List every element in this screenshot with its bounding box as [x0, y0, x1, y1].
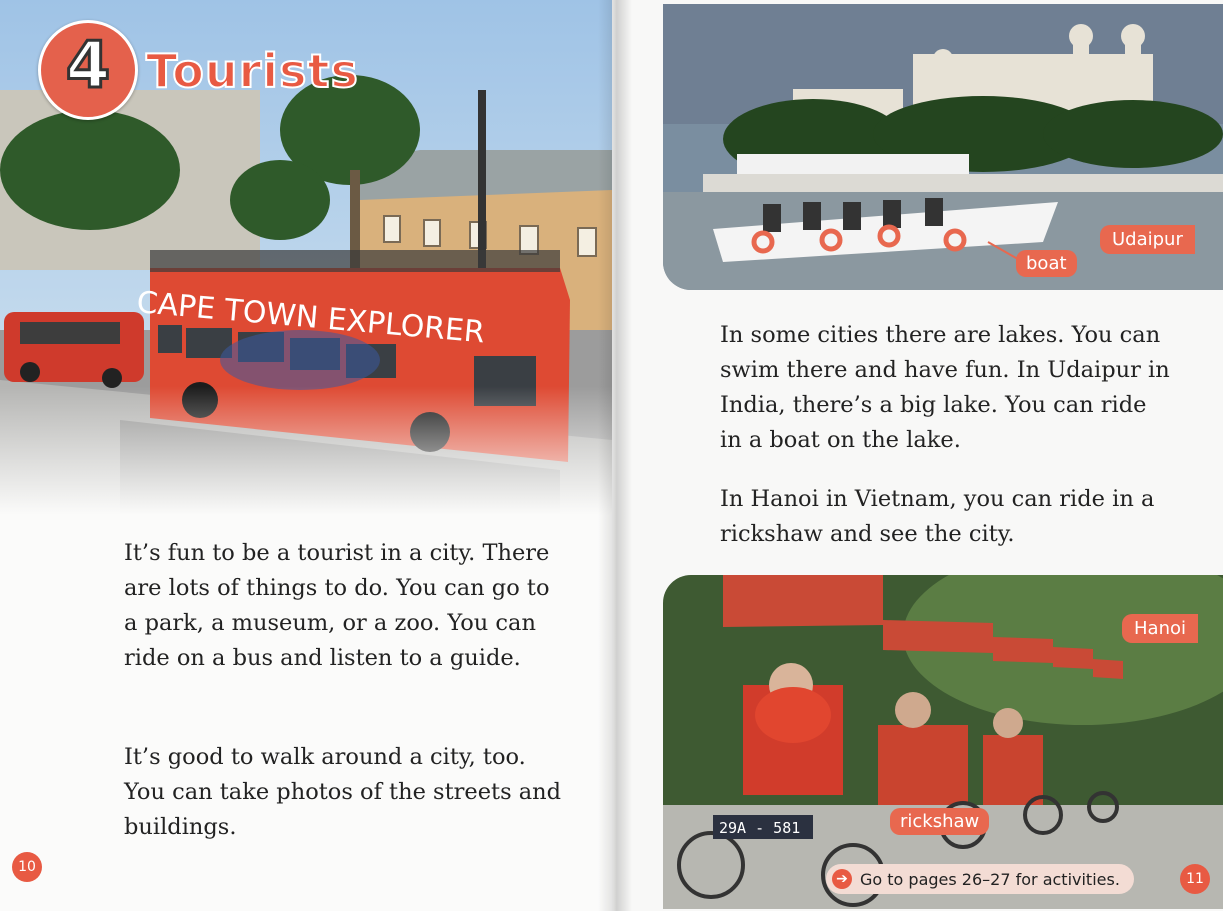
activity-banner	[826, 864, 1134, 894]
book-gutter	[598, 0, 632, 911]
boat-label: boat	[1016, 250, 1077, 277]
hanoi-label: Hanoi	[1122, 614, 1198, 643]
license-plate: 29A - 581	[719, 819, 801, 837]
activity-note: Go to pages 26–27 for activities.	[860, 869, 1120, 889]
right-paragraph-1: In some cities there are lakes. You can swim there and have fun. In Udaipur in India, there’s a big lake. You can ride in a boat on the lake.	[720, 322, 1170, 453]
chapter-number: 4	[65, 29, 111, 103]
chapter-title: Tourists	[146, 44, 359, 98]
left-paragraph-2: It’s good to walk around a city, too. You can take photos of the streets and buildings.	[124, 744, 562, 840]
right-paragraph-2: In Hanoi in Vietnam, you can ride in a rickshaw and see the city.	[720, 486, 1155, 547]
rickshaw-label: rickshaw	[890, 808, 989, 835]
udaipur-label: Udaipur	[1100, 225, 1195, 254]
page-number-left: 10	[12, 852, 42, 882]
page-number-right: 11	[1180, 864, 1210, 894]
arrow-right-icon: ➔	[832, 869, 852, 889]
chapter-number-badge	[38, 20, 138, 120]
left-paragraph-1: It’s fun to be a tourist in a city. There are lots of things to do. You can go to a park, a museum, or a zoo. You can ride on a bus and listen to a guide.	[124, 540, 550, 671]
